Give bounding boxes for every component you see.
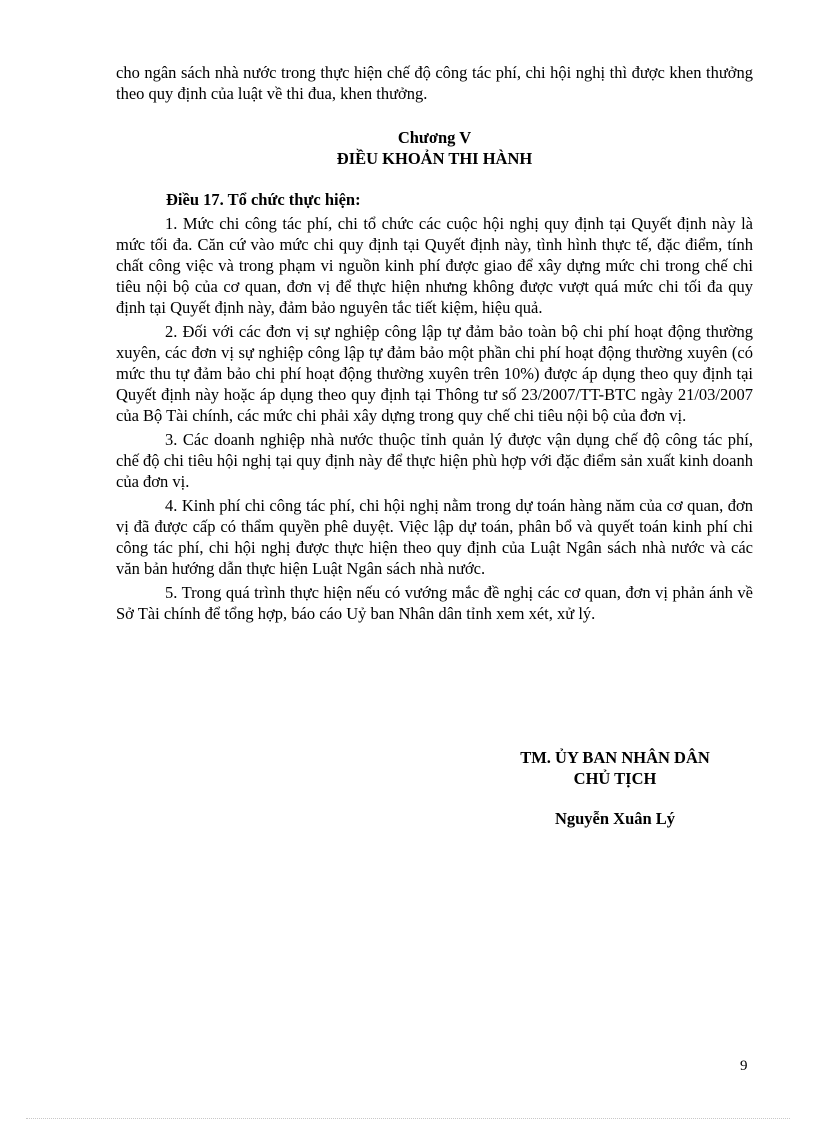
article-paragraph-4: 4. Kinh phí chi công tác phí, chi hội nghị nằm trong dự toán hàng năm của cơ quan, đơn vị đã được cấp có thẩm quyền phê duyệt. Việc lập dự toán, phân bổ và quyết toán kinh phí chi công tác phí, chi hội nghị được thực hiện theo quy định của Luật Ngân sách nhà nước và các văn bản hướng dẫn thực hiện Luật Ngân sách nhà nước. <box>116 496 753 578</box>
article-paragraph-2: 2. Đối với các đơn vị sự nghiệp công lập tự đảm bảo toàn bộ chi phí hoạt động thường xuyên, các đơn vị sự nghiệp công lập tự đảm bảo một phần chi phí hoạt động thường xuyên (có mức thu tự đảm bảo chi phí hoạt động thường xuyên trên 10%) được áp dụng theo quy định tại Quyết định này hoặc áp dụng theo quy định tại Thông tư số 23/2007/TT-BTC ngày 21/03/2007 của Bộ Tài chính, các mức chi phải xây dựng trong quy chế chi tiêu nội bộ của đơn vị. <box>116 322 753 425</box>
signer-name: Nguyễn Xuân Lý <box>554 809 676 828</box>
intro-paragraph: cho ngân sách nhà nước trong thực hiện chế độ công tác phí, chi hội nghị thì được khen thưởng theo quy định của luật về thi đua, khen thưởng. <box>116 63 753 103</box>
article-body <box>116 213 753 627</box>
signature-position: CHỦ TỊCH <box>573 769 657 788</box>
signature-organization: TM. ỦY BAN NHÂN DÂN <box>520 748 710 767</box>
signature-block <box>470 747 760 789</box>
chapter-heading <box>116 127 753 169</box>
chapter-number: Chương V <box>397 128 472 147</box>
article-paragraph-1: 1. Mức chi công tác phí, chi tổ chức các cuộc hội nghị quy định tại Quyết định này là mức tối đa. Căn cứ vào mức chi quy định tại Quyết định này, tình hình thực tế, đặc điểm, tính chất công việc và trong phạm vi nguồn kinh phí được giao để xây dựng mức chi trong chế chi tiêu nội bộ của cơ quan, đơn vị để thực hiện nhưng không được vượt quá mức chi tối đa quy định tại Quyết định này, đảm bảo nguyên tắc tiết kiệm, hiệu quả. <box>116 214 753 317</box>
intro-section <box>116 62 753 104</box>
page-bottom-divider <box>26 1118 790 1119</box>
page-number: 9 <box>740 1058 748 1074</box>
chapter-title: ĐIỀU KHOẢN THI HÀNH <box>336 149 533 168</box>
article-paragraph-3: 3. Các doanh nghiệp nhà nước thuộc tỉnh quản lý được vận dụng chế độ công tác phí, chế độ chi tiêu hội nghị tại quy định này để thực hiện phù hợp với đặc điểm sản xuất kinh doanh của đơn vị. <box>116 430 753 491</box>
article-paragraph-5: 5. Trong quá trình thực hiện nếu có vướng mắc đề nghị các cơ quan, đơn vị phản ánh về Sở Tài chính để tổng hợp, báo cáo Uỷ ban Nhân dân tỉnh xem xét, xử lý. <box>116 583 753 623</box>
article-heading: Điều 17. Tổ chức thực hiện: <box>166 190 361 209</box>
